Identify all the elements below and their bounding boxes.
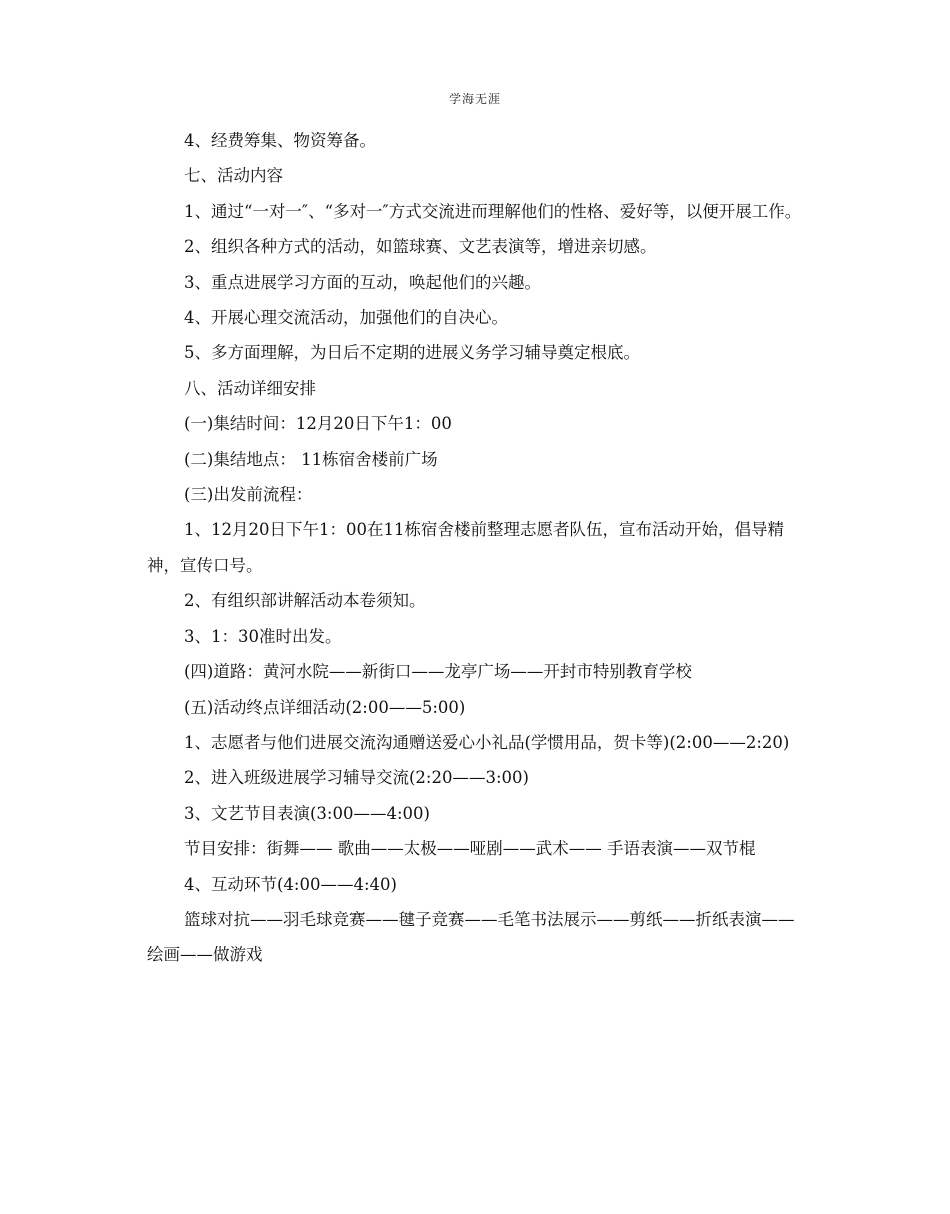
paragraph: 4、经费筹集、物资筹备。 bbox=[184, 131, 376, 150]
paragraph: 3、重点进展学习方面的互动，唤起他们的兴趣。 bbox=[184, 272, 541, 292]
section-heading: 七、活动内容 bbox=[184, 166, 283, 186]
paragraph: (二)集结地点： 11栋宿舍楼前广场 bbox=[184, 449, 438, 469]
paragraph: 4、开展心理交流活动，加强他们的自决心。 bbox=[184, 308, 508, 328]
paragraph: (一)集结时间：12月20日下午1：00 bbox=[184, 414, 452, 434]
section-heading: 八、活动详细安排 bbox=[184, 378, 316, 398]
paragraph: (五)活动终点详细活动(2:00——5:00) bbox=[184, 697, 466, 717]
paragraph: 1、通过“一对一″、“多对一″方式交流进而理解他们的性格、爱好等，以便开展工作。 bbox=[184, 201, 802, 221]
paragraph: 1、志愿者与他们进展交流沟通赠送爱心小礼品(学惯用品，贺卡等)(2:00——2:20) bbox=[184, 732, 790, 752]
paragraph: (四)道路：黄河水院——新街口——龙亭广场——开封市特别教育学校 bbox=[184, 662, 692, 682]
paragraph: 2、有组织部讲解活动本卷须知。 bbox=[184, 591, 426, 611]
page-header: 学海无涯 bbox=[448, 92, 501, 106]
paragraph: (三)出发前流程： bbox=[184, 485, 313, 505]
document-body bbox=[147, 123, 802, 973]
paragraph: 1、12月20日下午1：00在11栋宿舍楼前整理志愿者队伍，宣布活动开始，倡导精神，宣传口号。 bbox=[147, 520, 784, 575]
paragraph: 篮球对抗——羽毛球竞赛——毽子竞赛——毛笔书法展示——剪纸——折纸表演——绘画——做游戏 bbox=[147, 909, 795, 965]
paragraph: 2、进入班级进展学习辅导交流(2:20——3:00) bbox=[184, 768, 529, 788]
paragraph: 4、互动环节(4:00——4:40) bbox=[184, 874, 397, 894]
paragraph: 3、文艺节目表演(3:00——4:00) bbox=[184, 803, 430, 823]
paragraph: 节目安排：街舞—— 歌曲——太极——哑剧——武术—— 手语表演——双节棍 bbox=[184, 839, 756, 859]
paragraph: 2、组织各种方式的活动，如篮球赛、文艺表演等，增进亲切感。 bbox=[184, 237, 657, 257]
paragraph: 5、多方面理解，为日后不定期的进展义务学习辅导奠定根底。 bbox=[184, 343, 640, 363]
paragraph: 3、1：30准时出发。 bbox=[184, 626, 342, 646]
